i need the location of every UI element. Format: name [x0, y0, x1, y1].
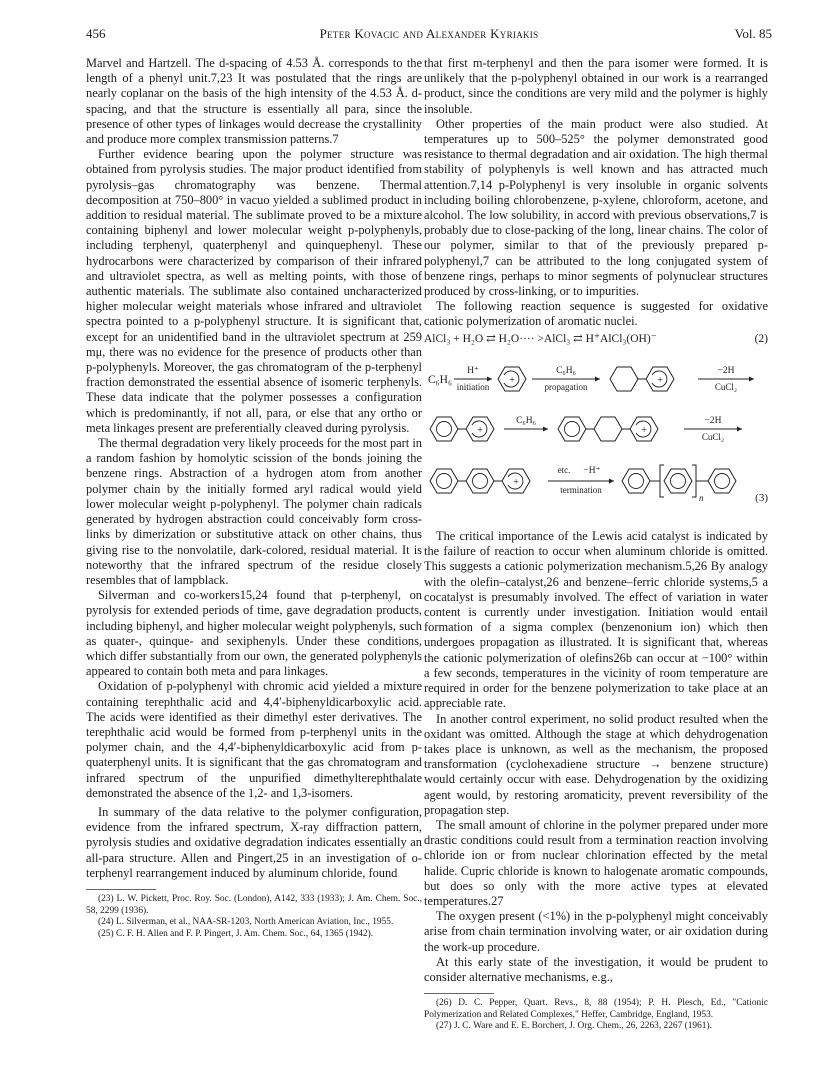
- reaction-scheme: [421, 348, 768, 527]
- paragraph: The thermal degradation very likely proceeds for the most part in a random fashion by homolytic scission of the bonds joining the benzene rings. Abstraction of a hydrogen atom from another polymer chain by the initially formed aryl radical would yield lower molecular weight p-polyphenyl. The polymer chain radicals generated by hydrogen abstraction could conceivably form cross-links by dimerization or substitutive attack on other chains, thus giving rise to the nonvolatile, dark-colored, residual material. It is noteworthy that the infrared spectrum of the residue closely resembles that of lampblack.: [86, 436, 422, 587]
- step-label: −2H: [717, 365, 735, 376]
- paragraph: Oxidation of p-polyphenyl with chromic acid yielded a mixture containing terephthalic acid and 4,4′-biphenyldicarboxylic acid. The acids were identified as their dimethyl ester derivatives. The terephthalic acid would be formed from p-terphenyl units in the polymer chain, and the 4,4′-biphenyldicarboxylic acid from p-quaterphenyl units. It is significant that the gas chromatogram and infrared spectrum of the unpurified dimethylterephthalate demonstrated the absence of the 1,2- and 1,3-isomers.: [86, 679, 422, 800]
- right-column: [421, 56, 768, 1033]
- paragraph: In another control experiment, no solid product resulted when the oxidant was omitted. Although the stage at which dehydrogenation takes place is unknown, as well as the mechanism, the proposed transformation (cyclohexadiene structure → benzene structure) would certainly occur with ease. Dehydrogenation by the oxidizing agent would, by restoring aromaticity, prevent reversibility of the propagation step.: [424, 711, 768, 817]
- reaction-scheme-diagram: + C₆H₆ H⁺ initiation C₆H₆ propagation −2H CuCl₂ C₆H₆ −2H CuCl₂ etc. −H⁺ termination n (3): [421, 348, 768, 504]
- equation-2-number: (2): [754, 332, 768, 345]
- volume-label: Vol. 85: [734, 26, 772, 41]
- paragraph: Marvel and Hartzell. The d-spacing of 4.53 Å. corresponds to the length of a phenyl unit.7,23 It was postulated that the rings are nearly coplanar on the basis of the high intensity of the 4.53 Å. d-spacing, and that the structure is essentially all para, since the presence of other types of linkages would decrease the crystallinity and produce more complex transmission patterns.7: [86, 56, 422, 147]
- paragraph: The oxygen present (<1%) in the p-polyphenyl might conceivably arise from chain termination involving water, or air oxidation during the work-up procedure.: [424, 909, 768, 954]
- paragraph: The following reaction sequence is suggested for oxidative cationic polymerization of aromatic nuclei.: [424, 299, 768, 329]
- paragraph: The critical importance of the Lewis acid catalyst is indicated by the failure of reaction to occur when aluminum chloride is omitted. This suggests a cationic polymerization mechanism.5,26 By analogy with the olefin–catalyst,26 and benzene–ferric chloride systems,5 a cocatalyst is presumably involved. The effect of variation in water content is currently under investigation. Initiation would entail formation of a sigma complex (benzenonium ion) which then undergoes propagation as illustrated. It is significant that, whereas the cationic polymerization of olefins26b can occur at −100° within a few seconds, temperatures in the vicinity of room temperature are required in order for the benzene polymerization to take place at an appreciable rate.: [424, 529, 768, 711]
- step-label: propagation: [544, 381, 588, 392]
- step-label: CuCl₂: [701, 431, 725, 442]
- step-label: H⁺: [467, 365, 479, 376]
- step-label: CuCl₂: [714, 381, 738, 392]
- paragraph: At this early state of the investigation, it would be prudent to consider alternative mechanisms, e.g.,: [424, 954, 768, 984]
- page-header: [86, 26, 772, 44]
- footnote-divider: [424, 993, 494, 994]
- step-label: initiation: [456, 381, 490, 392]
- footnote: (24) L. Silverman, et al., NAA-SR-1203, North American Aviation, Inc., 1955.: [98, 917, 394, 928]
- footnote: (27) J. C. Ware and E. E. Borchert, J. Org. Chem., 26, 2263, 2267 (1961).: [436, 1021, 712, 1032]
- equation-2-text: AlCl₃ + H₂O ⇄ H₂O···· >AlCl₃ ⇄ H⁺AlCl₃(OH)⁻: [424, 332, 657, 345]
- footnote: (23) L. W. Pickett, Proc. Roy. Soc. (London), A142, 333 (1933); J. Am. Chem. Soc., 58, 2299 (1936).: [86, 893, 422, 916]
- page-number: 456: [86, 26, 106, 41]
- equation-3-number: (3): [755, 491, 768, 504]
- repeat-subscript: n: [699, 492, 704, 503]
- step-label: C₆H₆: [516, 415, 536, 426]
- equation-2: [424, 332, 768, 347]
- paragraph: that first m-terphenyl and then the para isomer were formed. It is unlikely that the p-polyphenyl obtained in our work is a rearranged product, since the conditions are very mild and the polymer is highly insoluble.: [424, 56, 768, 116]
- footnote: (26) D. C. Pepper, Quart. Revs., 8, 88 (1954); P. H. Plesch, Ed., "Cationic Polymerization and Related Complexes," Heffer, Cambridge, England, 1953.: [424, 998, 768, 1020]
- paragraph: In summary of the data relative to the polymer configuration, evidence from the infrared spectrum, X-ray diffraction pattern, pyrolysis studies and oxidative degradation indicates essentially an all-para structure. Allen and Pingert,25 in an investigation of o-terphenyl rearrangement induced by aluminum chloride, found: [86, 804, 422, 880]
- step-label: −2H: [704, 415, 722, 426]
- paragraph: Silverman and co-workers15,24 found that p-terphenyl, on pyrolysis for extended periods of time, gave degradation products, including biphenyl, and higher molecular weight polyphenyls, such as quater-, quinque- and sexiphenyls. Under these conditions, which differ substantially from our own, the generated polyphenyls appeared to contain both meta and para linkages.: [86, 588, 422, 679]
- step-label: termination: [560, 484, 602, 495]
- footnote-divider: [86, 889, 156, 890]
- footnote: (25) C. F. H. Allen and F. P. Pingert, J. Am. Chem. Soc., 64, 1365 (1942).: [98, 928, 374, 939]
- step-label: etc.: [557, 464, 571, 475]
- paragraph: Other properties of the main product were also studied. At temperatures up to 500–525° the polymer demonstrated good resistance to thermal degradation and air oxidation. The high thermal stability of polyphenyls is well known and has attracted much attention.7,14 p-Polyphenyl is very insoluble in organic solvents including boiling chlorobenzene, p-xylene, chloroform, acetone, and alcohol. The low solubility, in accord with previous observations,7 is probably due to close-packing of the long, linear chains. The color of our polymer, similar to that of the previously prepared p-polyphenyl,7 can be attributed to the long conjugated system of benzene rings, perhaps to minor segments of polynuclear structures produced by cross-linking, or to impurities.: [424, 116, 768, 299]
- running-authors: Peter Kovacic and Alexander Kyriakis: [319, 26, 539, 41]
- step-label: C₆H₆: [556, 365, 576, 376]
- step-label: −H⁺: [583, 465, 601, 476]
- paragraph: Further evidence bearing upon the polymer structure was obtained from pyrolysis studies. The major product identified from pyrolysis–gas chromatography was benzene. Thermal decomposition at 750–800° in vacuo yielded a sublimed product in addition to residual material. The sublimate proved to be a mixture containing biphenyl and lower molecular weight p-polyphenyls, including terphenyl, quaterphenyl and quinquephenyl. These hydrocarbons were characterized by comparison of their infrared and ultraviolet spectra, as well as melting points, with those of authentic materials. The sublimate also contained uncharacterized higher molecular weight materials whose infrared and ultraviolet spectra pointed to a p-polyphenyl structure. It is significant that, except for an unidentified band in the ultraviolet spectrum at 259 mμ, there was no evidence for the presence of products other than p-polyphenyls. Moreover, the gas chromatogram of the p-terphenyl fraction demonstrated the essential absence of isomeric terphenyls. These data indicate that the polymer possesses a configuration which is predominantly, if not all, para, or else that any ortho or meta linkages present are preferentially cleaved during pyrolysis.: [86, 147, 422, 435]
- scheme-reactant: C₆H₆: [428, 373, 452, 386]
- left-column: [86, 56, 422, 940]
- paragraph: The small amount of chlorine in the polymer prepared under more drastic conditions could result from a termination reaction involving chloride ion or from nuclear chlorination effected by the metal halide. Cupric chloride is known to halogenate aromatic compounds, but does so only with the more active types at elevated temperatures.27: [424, 817, 768, 908]
